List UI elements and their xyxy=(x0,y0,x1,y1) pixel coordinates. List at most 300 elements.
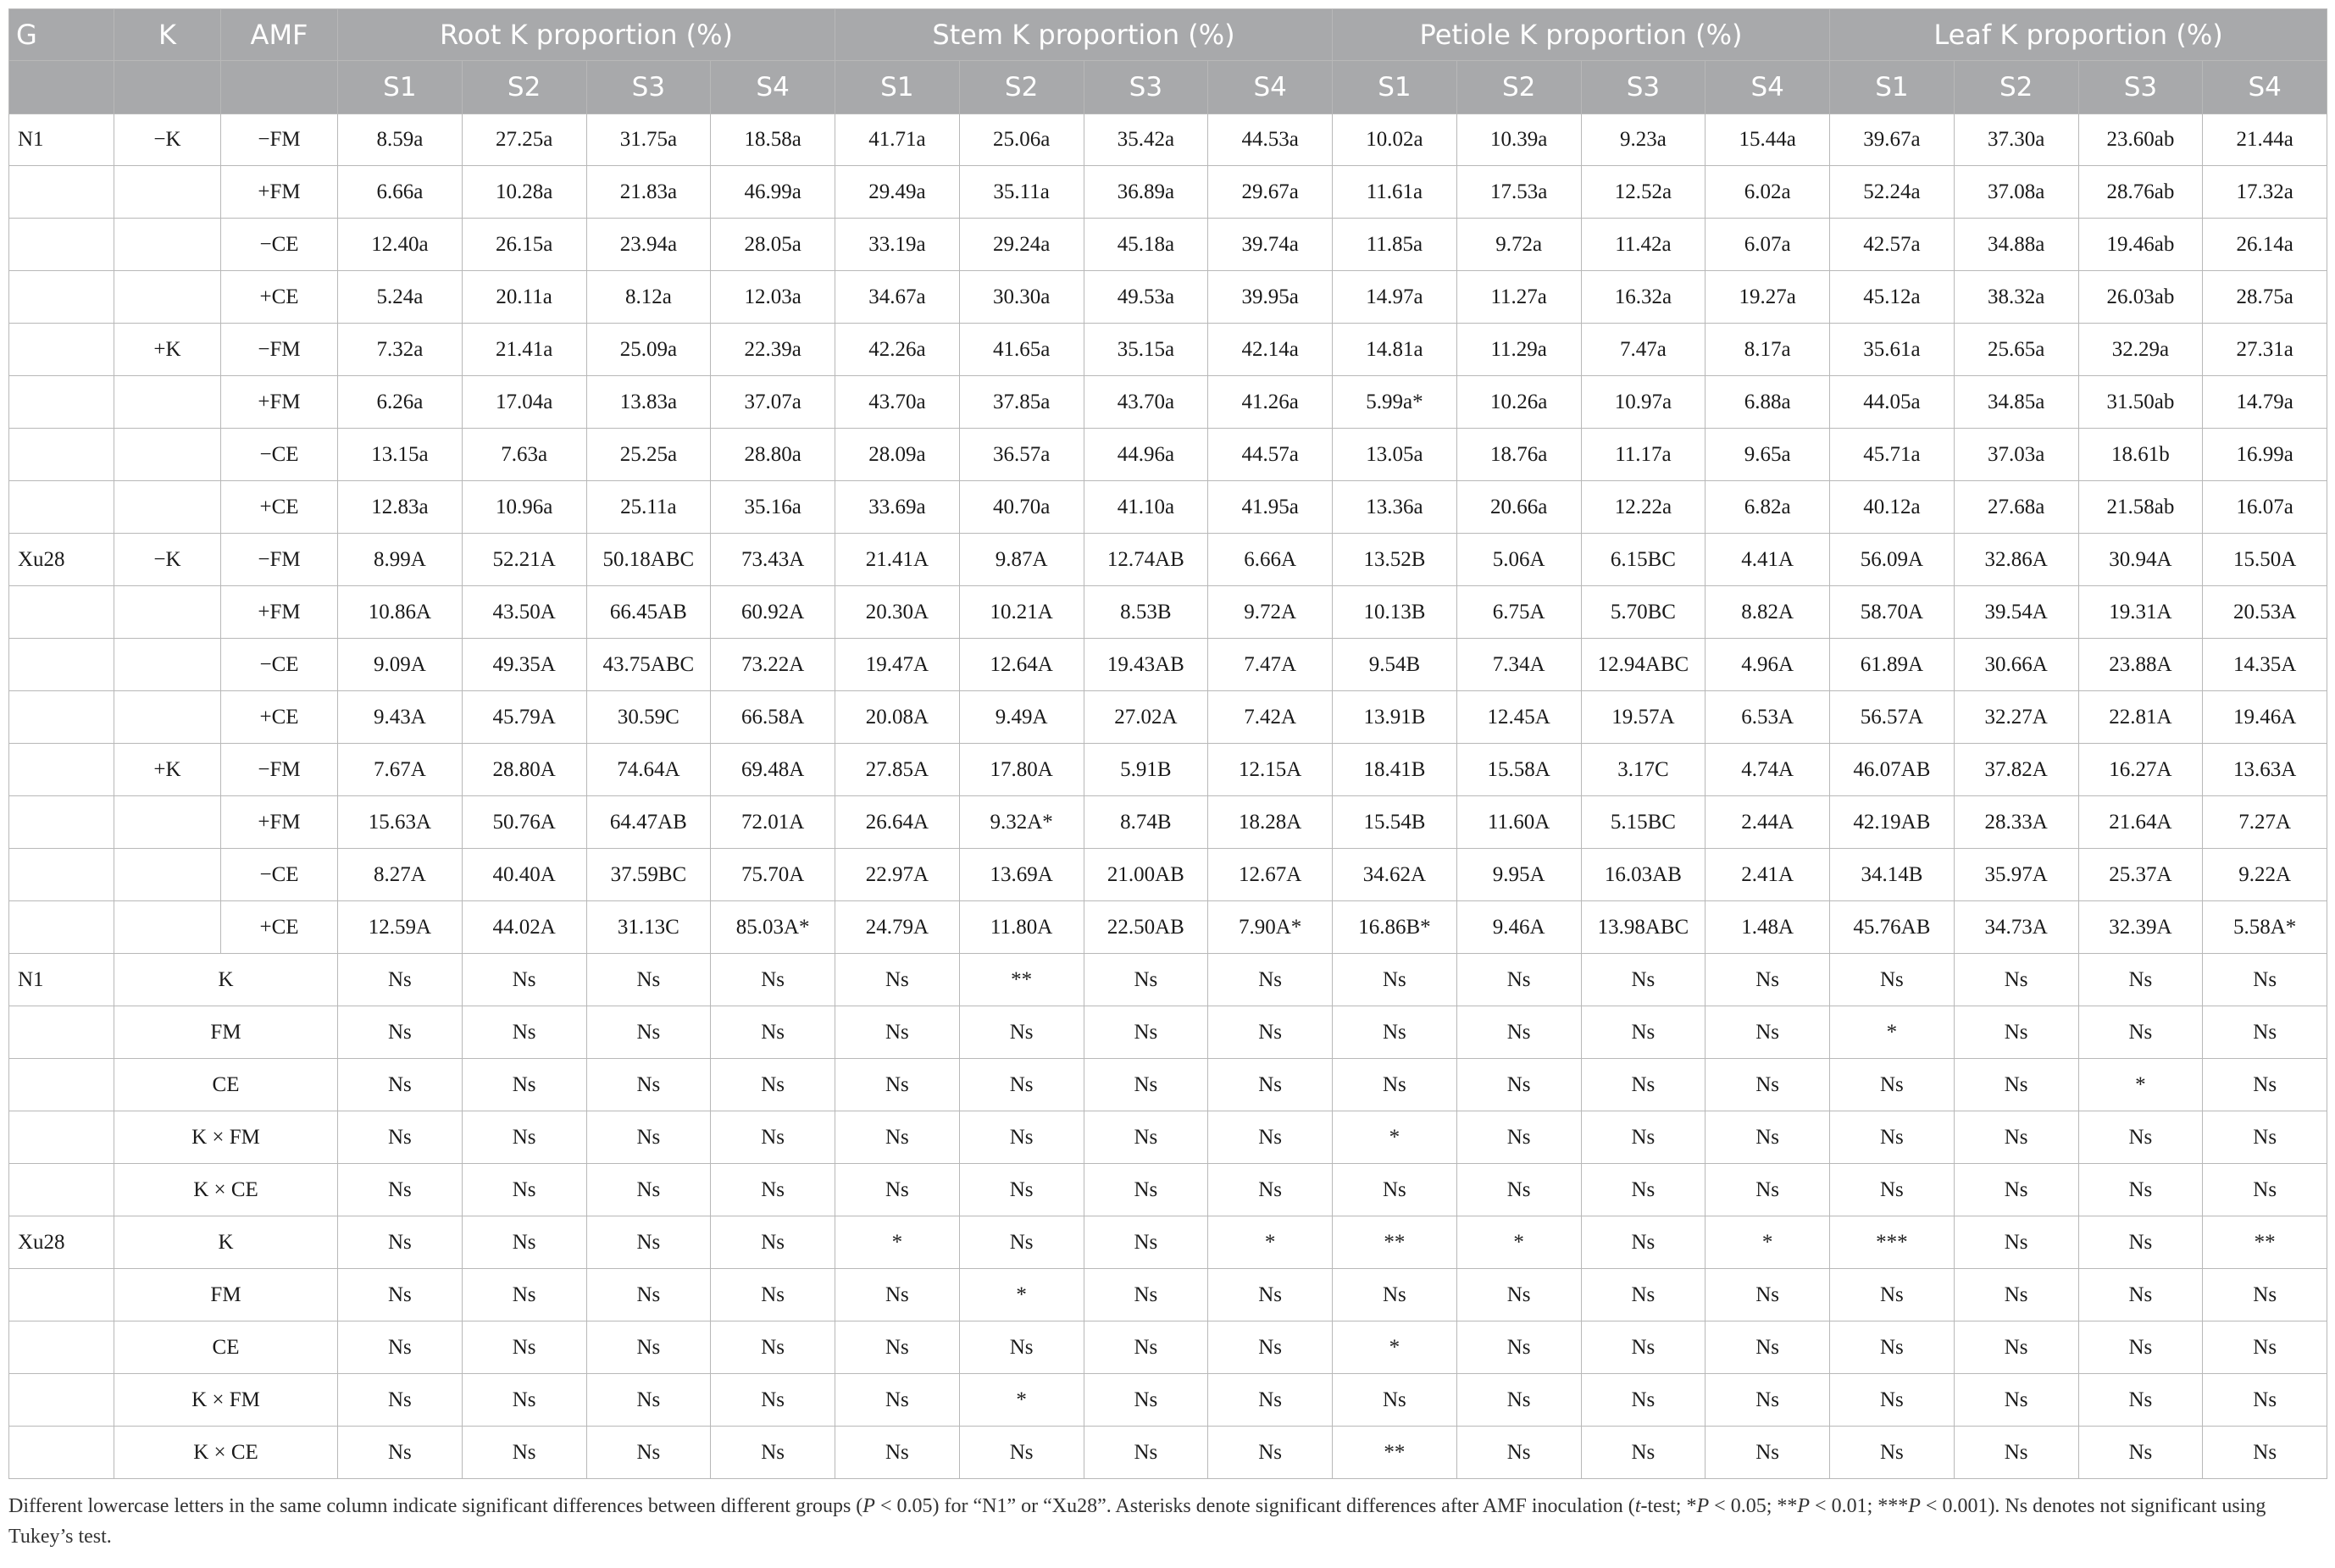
cell-significance: Ns xyxy=(338,1321,463,1374)
cell-significance: Ns xyxy=(1084,1006,1208,1059)
cell-significance: Ns xyxy=(1456,954,1581,1006)
cell-value: 9.95A xyxy=(1456,849,1581,901)
cell-value: 35.16a xyxy=(711,481,835,534)
cell-value: 12.40a xyxy=(338,219,463,271)
cell-significance: Ns xyxy=(835,1111,960,1164)
cell-significance: Ns xyxy=(586,1111,711,1164)
cell-value: 35.11a xyxy=(959,166,1084,219)
footnote-text-6: < 0.001). Ns denotes not significant using Tukey’s test. xyxy=(8,1495,2266,1548)
cell-k-level: +K xyxy=(114,744,221,796)
cell-value: 12.83a xyxy=(338,481,463,534)
header-stage: S2 xyxy=(959,61,1084,114)
cell-k-level: −K xyxy=(114,114,221,166)
footnote-text-5: < 0.01; *** xyxy=(1810,1495,1909,1517)
cell-value: 35.15a xyxy=(1084,324,1208,376)
cell-k-level xyxy=(114,271,221,324)
cell-significance: Ns xyxy=(1954,1164,2078,1216)
cell-value: 18.76a xyxy=(1456,429,1581,481)
cell-significance: Ns xyxy=(338,1216,463,1269)
cell-value: 11.27a xyxy=(1456,271,1581,324)
cell-value: 41.71a xyxy=(835,114,960,166)
cell-significance: Ns xyxy=(959,1111,1084,1164)
cell-significance: * xyxy=(2078,1059,2203,1111)
cell-significance: Ns xyxy=(1581,1216,1705,1269)
cell-value: 38.32a xyxy=(1954,271,2078,324)
cell-significance: Ns xyxy=(1333,1269,1457,1321)
cell-value: 27.85A xyxy=(835,744,960,796)
cell-value: 50.76A xyxy=(462,796,586,849)
cell-value: 5.70BC xyxy=(1581,586,1705,639)
cell-value: 16.99a xyxy=(2203,429,2327,481)
cell-value: 22.81A xyxy=(2078,691,2203,744)
cell-value: 49.53a xyxy=(1084,271,1208,324)
cell-k-level xyxy=(114,166,221,219)
cell-significance: Ns xyxy=(338,1427,463,1479)
header-petiole: Petiole K proportion (%) xyxy=(1333,9,1830,61)
cell-value: 41.65a xyxy=(959,324,1084,376)
header-stage: S4 xyxy=(1705,61,1830,114)
cell-value: 28.09a xyxy=(835,429,960,481)
cell-factor: CE xyxy=(114,1059,338,1111)
cell-value: 56.57A xyxy=(1830,691,1955,744)
cell-value: 10.39a xyxy=(1456,114,1581,166)
cell-value: 58.70A xyxy=(1830,586,1955,639)
cell-value: 30.59C xyxy=(586,691,711,744)
cell-value: 10.96a xyxy=(462,481,586,534)
cell-amf: +FM xyxy=(221,166,338,219)
cell-significance: * xyxy=(959,1269,1084,1321)
cell-value: 20.53A xyxy=(2203,586,2327,639)
cell-value: 30.94A xyxy=(2078,534,2203,586)
cell-significance: Ns xyxy=(959,1006,1084,1059)
table-row xyxy=(9,849,2327,901)
table-row xyxy=(9,691,2327,744)
cell-value: 26.03ab xyxy=(2078,271,2203,324)
cell-significance: Ns xyxy=(2078,954,2203,1006)
cell-significance: * xyxy=(1333,1111,1457,1164)
cell-value: 2.41A xyxy=(1705,849,1830,901)
cell-value: 10.21A xyxy=(959,586,1084,639)
cell-value: 29.24a xyxy=(959,219,1084,271)
cell-value: 15.44a xyxy=(1705,114,1830,166)
cell-significance: Ns xyxy=(1954,1269,2078,1321)
table-footnote xyxy=(8,1491,2327,1552)
cell-value: 13.05a xyxy=(1333,429,1457,481)
cell-k-level xyxy=(114,639,221,691)
cell-value: 12.15A xyxy=(1208,744,1333,796)
cell-significance: Ns xyxy=(1581,1059,1705,1111)
cell-significance: Ns xyxy=(2203,1164,2327,1216)
cell-significance: Ns xyxy=(462,1427,586,1479)
cell-value: 5.15BC xyxy=(1581,796,1705,849)
header-root: Root K proportion (%) xyxy=(338,9,835,61)
cell-significance: Ns xyxy=(1705,954,1830,1006)
cell-amf: −FM xyxy=(221,114,338,166)
cell-value: 40.12a xyxy=(1830,481,1955,534)
cell-significance: Ns xyxy=(1581,1374,1705,1427)
cell-significance: Ns xyxy=(1954,1059,2078,1111)
table-row xyxy=(9,166,2327,219)
cell-significance: Ns xyxy=(835,1006,960,1059)
cell-factor: K xyxy=(114,1216,338,1269)
cell-value: 8.53B xyxy=(1084,586,1208,639)
cell-value: 6.53A xyxy=(1705,691,1830,744)
cell-value: 28.05a xyxy=(711,219,835,271)
cell-significance: Ns xyxy=(1456,1427,1581,1479)
cell-significance: Ns xyxy=(462,1059,586,1111)
cell-value: 12.94ABC xyxy=(1581,639,1705,691)
cell-significance: ** xyxy=(1333,1427,1457,1479)
cell-genotype xyxy=(9,586,114,639)
cell-factor: CE xyxy=(114,1321,338,1374)
cell-value: 37.82A xyxy=(1954,744,2078,796)
cell-significance: Ns xyxy=(835,1374,960,1427)
cell-value: 42.57a xyxy=(1830,219,1955,271)
cell-value: 7.34A xyxy=(1456,639,1581,691)
cell-value: 13.69A xyxy=(959,849,1084,901)
cell-genotype: N1 xyxy=(9,954,114,1006)
header-row-stages xyxy=(9,61,2327,114)
cell-k-level: +K xyxy=(114,324,221,376)
cell-significance: Ns xyxy=(586,1006,711,1059)
cell-value: 25.25a xyxy=(586,429,711,481)
cell-significance: Ns xyxy=(711,954,835,1006)
cell-value: 34.85a xyxy=(1954,376,2078,429)
cell-significance: Ns xyxy=(959,1216,1084,1269)
cell-value: 66.58A xyxy=(711,691,835,744)
table-row xyxy=(9,324,2327,376)
cell-value: 34.62A xyxy=(1333,849,1457,901)
cell-value: 44.02A xyxy=(462,901,586,954)
cell-significance: Ns xyxy=(2078,1164,2203,1216)
cell-value: 37.30a xyxy=(1954,114,2078,166)
cell-factor: K × CE xyxy=(114,1427,338,1479)
cell-value: 23.94a xyxy=(586,219,711,271)
cell-value: 13.83a xyxy=(586,376,711,429)
k-proportion-table xyxy=(8,8,2327,1479)
cell-significance: Ns xyxy=(1084,1164,1208,1216)
cell-value: 6.15BC xyxy=(1581,534,1705,586)
cell-value: 50.18ABC xyxy=(586,534,711,586)
cell-value: 6.66a xyxy=(338,166,463,219)
cell-genotype xyxy=(9,1006,114,1059)
cell-value: 18.41B xyxy=(1333,744,1457,796)
cell-value: 13.63A xyxy=(2203,744,2327,796)
cell-value: 8.12a xyxy=(586,271,711,324)
cell-value: 35.97A xyxy=(1954,849,2078,901)
stats-row xyxy=(9,1006,2327,1059)
cell-value: 64.47AB xyxy=(586,796,711,849)
header-leaf: Leaf K proportion (%) xyxy=(1830,9,2327,61)
cell-value: 26.15a xyxy=(462,219,586,271)
cell-value: 6.02a xyxy=(1705,166,1830,219)
cell-significance: Ns xyxy=(1954,1374,2078,1427)
cell-value: 42.14a xyxy=(1208,324,1333,376)
cell-significance: Ns xyxy=(1954,1006,2078,1059)
header-row-groups xyxy=(9,9,2327,61)
cell-value: 9.22A xyxy=(2203,849,2327,901)
cell-value: 10.86A xyxy=(338,586,463,639)
cell-value: 8.99A xyxy=(338,534,463,586)
cell-significance: Ns xyxy=(1084,1321,1208,1374)
cell-value: 7.42A xyxy=(1208,691,1333,744)
cell-value: 21.41a xyxy=(462,324,586,376)
cell-value: 31.50ab xyxy=(2078,376,2203,429)
cell-significance: Ns xyxy=(1208,1427,1333,1479)
cell-value: 9.32A* xyxy=(959,796,1084,849)
cell-significance: Ns xyxy=(2078,1006,2203,1059)
cell-significance: Ns xyxy=(1830,1111,1955,1164)
table-row xyxy=(9,376,2327,429)
cell-value: 25.65a xyxy=(1954,324,2078,376)
cell-value: 45.12a xyxy=(1830,271,1955,324)
table-row xyxy=(9,429,2327,481)
header-stage: S2 xyxy=(1954,61,2078,114)
cell-value: 43.75ABC xyxy=(586,639,711,691)
cell-amf: −FM xyxy=(221,744,338,796)
cell-k-level xyxy=(114,219,221,271)
cell-value: 7.47A xyxy=(1208,639,1333,691)
cell-significance: Ns xyxy=(2078,1321,2203,1374)
cell-value: 9.72A xyxy=(1208,586,1333,639)
cell-value: 10.13B xyxy=(1333,586,1457,639)
cell-value: 41.26a xyxy=(1208,376,1333,429)
cell-k-level xyxy=(114,691,221,744)
cell-value: 73.43A xyxy=(711,534,835,586)
cell-value: 9.49A xyxy=(959,691,1084,744)
cell-value: 10.97a xyxy=(1581,376,1705,429)
cell-significance: ** xyxy=(1333,1216,1457,1269)
cell-value: 16.03AB xyxy=(1581,849,1705,901)
cell-value: 49.35A xyxy=(462,639,586,691)
cell-value: 60.92A xyxy=(711,586,835,639)
cell-significance: Ns xyxy=(1954,1216,2078,1269)
cell-significance: Ns xyxy=(1830,1164,1955,1216)
cell-significance: Ns xyxy=(1456,1111,1581,1164)
cell-significance: Ns xyxy=(1208,1006,1333,1059)
cell-significance: Ns xyxy=(1581,1427,1705,1479)
cell-value: 13.36a xyxy=(1333,481,1457,534)
cell-value: 6.82a xyxy=(1705,481,1830,534)
cell-significance: Ns xyxy=(1954,954,2078,1006)
cell-value: 5.24a xyxy=(338,271,463,324)
cell-significance: Ns xyxy=(1581,1321,1705,1374)
cell-amf: −CE xyxy=(221,219,338,271)
cell-significance: Ns xyxy=(1208,1374,1333,1427)
cell-significance: Ns xyxy=(338,954,463,1006)
cell-significance: Ns xyxy=(1208,1321,1333,1374)
cell-value: 72.01A xyxy=(711,796,835,849)
cell-value: 3.17C xyxy=(1581,744,1705,796)
cell-value: 5.99a* xyxy=(1333,376,1457,429)
cell-value: 69.48A xyxy=(711,744,835,796)
cell-value: 5.91B xyxy=(1084,744,1208,796)
cell-significance: Ns xyxy=(338,1269,463,1321)
cell-significance: Ns xyxy=(1084,954,1208,1006)
cell-value: 34.73A xyxy=(1954,901,2078,954)
cell-amf: +FM xyxy=(221,586,338,639)
cell-value: 15.58A xyxy=(1456,744,1581,796)
cell-significance: * xyxy=(835,1216,960,1269)
cell-significance: Ns xyxy=(1084,1059,1208,1111)
cell-value: 19.47A xyxy=(835,639,960,691)
cell-genotype xyxy=(9,1059,114,1111)
cell-value: 13.91B xyxy=(1333,691,1457,744)
cell-significance: Ns xyxy=(711,1269,835,1321)
cell-k-level xyxy=(114,429,221,481)
cell-significance: Ns xyxy=(959,1427,1084,1479)
cell-genotype xyxy=(9,796,114,849)
cell-significance: Ns xyxy=(586,1269,711,1321)
cell-value: 14.97a xyxy=(1333,271,1457,324)
table-row xyxy=(9,534,2327,586)
cell-value: 11.85a xyxy=(1333,219,1457,271)
cell-value: 45.71a xyxy=(1830,429,1955,481)
cell-significance: * xyxy=(1456,1216,1581,1269)
cell-value: 25.37A xyxy=(2078,849,2203,901)
cell-significance: Ns xyxy=(1456,1321,1581,1374)
cell-genotype xyxy=(9,219,114,271)
cell-value: 30.66A xyxy=(1954,639,2078,691)
cell-significance: Ns xyxy=(1456,1006,1581,1059)
cell-significance: Ns xyxy=(1208,1111,1333,1164)
cell-value: 42.26a xyxy=(835,324,960,376)
cell-value: 11.80A xyxy=(959,901,1084,954)
cell-value: 27.25a xyxy=(462,114,586,166)
cell-significance: Ns xyxy=(462,1216,586,1269)
cell-value: 52.21A xyxy=(462,534,586,586)
table-row xyxy=(9,481,2327,534)
cell-significance: Ns xyxy=(2078,1269,2203,1321)
cell-value: 13.98ABC xyxy=(1581,901,1705,954)
cell-significance: Ns xyxy=(2203,1006,2327,1059)
cell-significance: Ns xyxy=(462,1006,586,1059)
cell-amf: +FM xyxy=(221,376,338,429)
cell-value: 21.83a xyxy=(586,166,711,219)
cell-value: 18.61b xyxy=(2078,429,2203,481)
cell-value: 32.29a xyxy=(2078,324,2203,376)
cell-significance: Ns xyxy=(586,1164,711,1216)
cell-factor: FM xyxy=(114,1269,338,1321)
cell-value: 39.67a xyxy=(1830,114,1955,166)
cell-significance: Ns xyxy=(1333,954,1457,1006)
cell-significance: * xyxy=(1208,1216,1333,1269)
cell-amf: +CE xyxy=(221,691,338,744)
cell-significance: Ns xyxy=(711,1427,835,1479)
cell-value: 28.80A xyxy=(462,744,586,796)
header-stage: S3 xyxy=(1581,61,1705,114)
cell-value: 7.90A* xyxy=(1208,901,1333,954)
cell-significance: Ns xyxy=(1581,1006,1705,1059)
cell-value: 9.43A xyxy=(338,691,463,744)
header-k: K xyxy=(114,9,221,61)
cell-value: 16.07a xyxy=(2203,481,2327,534)
cell-value: 16.86B* xyxy=(1333,901,1457,954)
cell-k-level xyxy=(114,376,221,429)
cell-significance: Ns xyxy=(1705,1374,1830,1427)
cell-value: 35.61a xyxy=(1830,324,1955,376)
cell-significance: Ns xyxy=(1084,1216,1208,1269)
cell-value: 20.11a xyxy=(462,271,586,324)
cell-value: 29.49a xyxy=(835,166,960,219)
cell-significance: Ns xyxy=(2078,1427,2203,1479)
header-amf: AMF xyxy=(221,9,338,61)
cell-genotype xyxy=(9,1164,114,1216)
cell-significance: Ns xyxy=(1208,1059,1333,1111)
cell-genotype xyxy=(9,376,114,429)
cell-value: 34.88a xyxy=(1954,219,2078,271)
cell-value: 13.15a xyxy=(338,429,463,481)
cell-significance: Ns xyxy=(1333,1164,1457,1216)
cell-genotype xyxy=(9,849,114,901)
cell-amf: +CE xyxy=(221,901,338,954)
cell-value: 7.27A xyxy=(2203,796,2327,849)
cell-value: 32.39A xyxy=(2078,901,2203,954)
cell-significance: Ns xyxy=(338,1006,463,1059)
footnote-p3: P xyxy=(1908,1495,1921,1517)
cell-value: 37.03a xyxy=(1954,429,2078,481)
cell-value: 28.80a xyxy=(711,429,835,481)
cell-value: 23.60ab xyxy=(2078,114,2203,166)
cell-significance: Ns xyxy=(2078,1374,2203,1427)
cell-value: 44.05a xyxy=(1830,376,1955,429)
cell-significance: ** xyxy=(959,954,1084,1006)
table-row xyxy=(9,271,2327,324)
cell-value: 31.13C xyxy=(586,901,711,954)
cell-significance: Ns xyxy=(1333,1059,1457,1111)
cell-value: 44.96a xyxy=(1084,429,1208,481)
cell-value: 9.87A xyxy=(959,534,1084,586)
header-stage: S1 xyxy=(835,61,960,114)
cell-value: 12.64A xyxy=(959,639,1084,691)
cell-genotype xyxy=(9,901,114,954)
cell-significance: Ns xyxy=(1333,1374,1457,1427)
cell-value: 32.86A xyxy=(1954,534,2078,586)
table-body xyxy=(9,114,2327,1479)
cell-value: 39.74a xyxy=(1208,219,1333,271)
cell-value: 12.45A xyxy=(1456,691,1581,744)
cell-significance: Ns xyxy=(2203,1321,2327,1374)
cell-value: 13.52B xyxy=(1333,534,1457,586)
cell-value: 7.63a xyxy=(462,429,586,481)
cell-value: 21.41A xyxy=(835,534,960,586)
cell-value: 42.19AB xyxy=(1830,796,1955,849)
cell-k-level xyxy=(114,586,221,639)
cell-significance: Ns xyxy=(835,1427,960,1479)
cell-value: 66.45AB xyxy=(586,586,711,639)
cell-k-level: −K xyxy=(114,534,221,586)
footnote-p: P xyxy=(862,1495,875,1517)
cell-value: 12.67A xyxy=(1208,849,1333,901)
cell-k-level xyxy=(114,796,221,849)
cell-significance: Ns xyxy=(835,1321,960,1374)
cell-significance: Ns xyxy=(1830,954,1955,1006)
cell-value: 15.63A xyxy=(338,796,463,849)
cell-value: 10.02a xyxy=(1333,114,1457,166)
header-stage: S1 xyxy=(1830,61,1955,114)
cell-factor: K × FM xyxy=(114,1111,338,1164)
table-row xyxy=(9,796,2327,849)
cell-significance: Ns xyxy=(1208,1164,1333,1216)
footnote-text-2: < 0.05) for “N1” or “Xu28”. Asterisks denote significant differences after AMF inoculation ( xyxy=(874,1495,1635,1517)
cell-value: 1.48A xyxy=(1705,901,1830,954)
cell-significance: Ns xyxy=(1456,1164,1581,1216)
cell-value: 8.74B xyxy=(1084,796,1208,849)
cell-value: 9.65a xyxy=(1705,429,1830,481)
cell-significance: Ns xyxy=(1705,1006,1830,1059)
cell-significance: Ns xyxy=(586,1059,711,1111)
cell-amf: +FM xyxy=(221,796,338,849)
